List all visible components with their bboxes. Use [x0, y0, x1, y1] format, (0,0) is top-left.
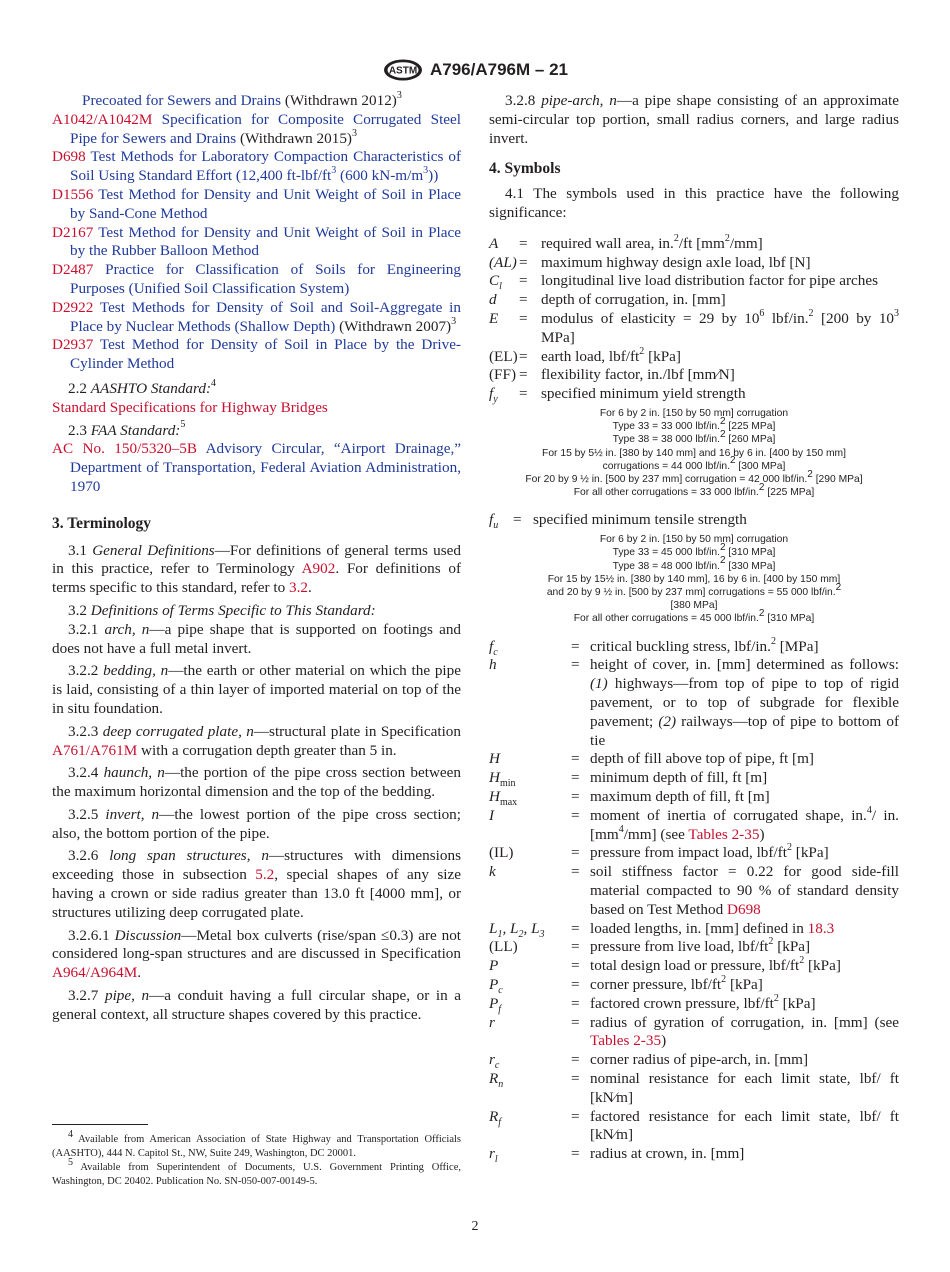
- cross-reference-link[interactable]: A902: [301, 560, 336, 578]
- symbol-row: $L_1$, $L_2$, $L_3$ = loaded lengths, in. [mm] defined in 18.3: [489, 919, 835, 940]
- reference-item: [52, 186, 461, 224]
- section-2-2: 2.2 AASHTO Standard:$^4$: [68, 377, 217, 397]
- reference-link[interactable]: Standard Specifications for Highway Bridges: [52, 398, 328, 416]
- symbol-row: d = depth of corrugation, in. [mm]: [489, 291, 726, 309]
- symbol-row: E = modulus of elasticity = 29 by $10^6$ lbf/in.$^2$ [200 by $10^3$ MPa]: [489, 307, 900, 346]
- footnote-4: $^4$ Available from American Association of State Highway and Transportation Officials (AASHTO), 444 N. Capitol St., NW, Suite 249, Washington, DC 20001.: [52, 1128, 461, 1159]
- reference-link[interactable]: Test Method for Density of Soil in Place by the Drive-Cylinder Method: [70, 336, 461, 373]
- section-2-3: 2.3 FAA Standard:$^5$: [68, 419, 186, 439]
- paragraph-3-2-3: 3.2.3 deep corrugated plate, n—structural plate in Specification A761/A761M with a corrugation depth greater than 5 in.: [52, 722, 461, 759]
- paragraph-3-1: 3.1 General Definitions—For definitions of general terms used in this practice, refer to Terminology A902. For definitions of terms specific to this standard, refer to 3.2.: [52, 541, 462, 597]
- paragraph-3-2-6-1: 3.2.6.1 Discussion—Metal box culverts (rise/span ≤0.3) are not considered long-span structures and are discussed in Specification A964/A964M.: [52, 926, 462, 982]
- symbol-row: r = radius of gyration of corrugation, in. [mm] (see Tables 2-35): [489, 1013, 899, 1050]
- symbol-row: $P_f$ = factored crown pressure, lbf/$ft^2$ [kPa]: [489, 992, 816, 1015]
- footnote-5: $^5$ Available from Superintendent of Documents, U.S. Government Printing Office, Washington, DC 20402. Publication No. SN-050-007-00149-5.: [52, 1156, 461, 1187]
- reference-code-link[interactable]: D2922: [52, 298, 94, 316]
- reference-item: Precoated for Sewers and Drains (Withdrawn 2012)$^3$: [82, 89, 402, 109]
- cross-reference-link[interactable]: A761/A761M: [52, 741, 138, 759]
- symbol-row: $f_u$ = specified minimum tensile strength: [489, 511, 747, 532]
- symbol-row: $H_{min}$ = minimum depth of fill, ft [m]: [489, 769, 768, 790]
- tensile-strength-note: For 6 by 2 in. [150 by 50 mm] corrugation Type 33 = 45 000 lbf/in.$^2$ [310 MPa] Type 38 = 48 000 lbf/in.$^2$ [330 MPa] For 15 by 15½ in. [380 by 140 mm], 16 by 6 in. [400 by 150 mm] and 20 by 9 ½ in. [500 by 237 mm] corrugations = 55 000 lbf/in.$^2$ [380 MPa] For all other corrugations = 45 000 lbf/in.$^2$ [310 MPa]: [546, 534, 842, 625]
- symbol-row: $f_c$ = critical buckling stress, lbf/in.$^2$ [MPa]: [489, 635, 819, 658]
- cross-reference-link[interactable]: 3.2: [289, 579, 308, 597]
- cross-reference-link[interactable]: Tables 2-35: [688, 825, 760, 843]
- reference-item: [52, 261, 461, 299]
- yield-strength-note: For 6 by 2 in. [150 by 50 mm] corrugation Type 33 = 33 000 lbf/in.$^2$ [225 MPa] Type 38 = 38 000 lbf/in.$^2$ [260 MPa] For 15 by 5½ in. [380 by 140 mm] and 16 by 6 in. [400 by 150 mm] corrugations = 44 000 lbf/in.$^2$ [300 MPa] For 20 by 9 ½ in. [500 by 237 mm] corrugation = 42 000 lbf/in.$^2$ [290 MPa] For all other corrugations = 33 000 lbf/in.$^2$ [225 MPa]: [525, 407, 863, 499]
- section-heading-terminology: 3. Terminology: [52, 514, 152, 532]
- symbol-row: $f_y$ = specified minimum yield strength: [489, 385, 746, 406]
- reference-link[interactable]: Practice for Classification of Soils for Engineering Purposes (Unified Soil Classification System): [70, 261, 461, 297]
- symbol-row: (AL) = maximum highway design axle load, lbf [N]: [489, 253, 811, 271]
- symbol-row: $P_c$ = corner pressure, lbf/$ft^2$ [kPa]: [489, 973, 763, 996]
- paragraph-3-2-1: 3.2.1 arch, n—a pipe shape that is supported on footings and does not have a full metal invert.: [52, 620, 462, 657]
- footnotes: [52, 1128, 461, 1189]
- footnote-divider: [52, 1124, 148, 1125]
- reference-code-link[interactable]: D698: [52, 148, 86, 166]
- symbol-row: (FF) = flexibility factor, in./lbf [mm⁄N]: [489, 366, 735, 384]
- reference-link[interactable]: Specification for Composite Corrugated Steel Pipe for Sewers and Drains: [70, 110, 461, 147]
- symbol-row: H = depth of fill above top of pipe, ft [m]: [489, 750, 814, 768]
- cross-reference-link[interactable]: 5.2: [255, 866, 275, 884]
- reference-code-link[interactable]: D2167: [52, 223, 94, 241]
- paragraph-3-2-8: 3.2.8 pipe-arch, n—a pipe shape consisting of an approximate semi-circular top portion, small radius corners, and large radius invert.: [489, 92, 899, 147]
- reference-link[interactable]: Test Methods for Laboratory Compaction Characteristics of Soil Using Standard Effort (12,400 $ft-lbf/ft^3$ (600 $kN-m/m^3$)): [70, 148, 461, 185]
- page-number: 2: [471, 1219, 479, 1234]
- reference-item: [52, 336, 461, 374]
- paragraph-4-1: 4.1 The symbols used in this practice have the following significance:: [489, 185, 899, 221]
- paragraph-3-2-5: 3.2.5 invert, n—the lowest portion of the pipe cross section; also, the bottom portion of the pipe.: [52, 805, 461, 842]
- paragraph-3-2-4: 3.2.4 haunch, n—the portion of the pipe cross section between the maximum horizontal dimension and the top of the bedding.: [52, 764, 462, 801]
- reference-item: D2922 Test Methods for Density of Soil and Soil-Aggregate in Place by Nuclear Methods (Shallow Depth) (Withdrawn 2007)$^3$: [52, 298, 461, 335]
- cross-reference-link[interactable]: A964/A964M: [52, 964, 138, 982]
- reference-link[interactable]: Advisory Circular, “Airport Drainage,” Department of Transportation, Federal Aviation Administration, 1970: [70, 440, 461, 495]
- right-column: [489, 92, 899, 1164]
- reference-link[interactable]: Test Method for Density and Unit Weight of Soil in Place by Sand-Cone Method: [70, 185, 461, 222]
- symbol-row: (IL) = pressure from impact load, lbf/$ft^2$ [kPa]: [489, 842, 829, 862]
- reference-link[interactable]: Test Methods for Density of Soil and Soil-Aggregate in Place by Nuclear Methods (Shallow Depth): [70, 298, 461, 335]
- reference-item: [52, 224, 461, 262]
- paragraph-3-2: 3.2 Definitions of Terms Specific to This Standard:: [68, 601, 376, 619]
- document-title: A796/A796M – 21: [430, 60, 568, 79]
- symbol-row: $R_f$ = factored resistance for each limit state, lbf/ ft [kN⁄m]: [489, 1107, 899, 1144]
- section-heading-symbols: 4. Symbols: [489, 160, 561, 178]
- paragraph-3-2-6: 3.2.6 long span structures, n—structures with dimensions exceeding those in subsection 5.2, special shapes of any size having a crown or side radius greater than 13.0 ft [4000 mm], or structures utilizing deep corrugated plate.: [52, 847, 461, 921]
- reference-code-link[interactable]: D2487: [52, 261, 94, 279]
- reference-code-link[interactable]: AC No. 150/5320–5B: [52, 440, 197, 458]
- symbol-row: $C_l$ = longitudinal live load distribution factor for pipe arches: [489, 272, 878, 293]
- paragraph-3-2-2: 3.2.2 bedding, n—the earth or other material on which the pipe is laid, consisting of a thin layer of imported material on top of the in situ foundation.: [52, 662, 461, 717]
- left-column: [52, 89, 462, 1025]
- symbol-row: P = total design load or pressure, lbf/$ft^2$ [kPa]: [489, 955, 841, 975]
- svg-text:ASTM: ASTM: [388, 65, 418, 77]
- paragraph-3-2-7: 3.2.7 pipe, n—a conduit having a full circular shape, or in a general context, all structure shapes covered by this practice.: [52, 987, 462, 1023]
- reference-link[interactable]: Precoated for Sewers and Drains: [82, 92, 282, 109]
- symbol-row: h = height of cover, in. [mm] determined as follows: (1) highways—from top of pipe to top of rigid pavement, or to top of subgrade for flexible pavement; (2) railways—top of pipe to bottom of tie: [489, 656, 899, 749]
- reference-item: A1042/A1042M Specification for Composite Corrugated Steel Pipe for Sewers and Drains (Withdrawn 2015)$^3$: [52, 110, 461, 147]
- reference-code-link[interactable]: D1556: [52, 185, 94, 203]
- reference-link[interactable]: Test Method for Density and Unit Weight of Soil in Place by the Rubber Balloon Method: [70, 223, 461, 260]
- reference-code-link[interactable]: A1042/A1042M: [52, 110, 153, 128]
- page-header: [0, 57, 950, 83]
- cross-reference-link[interactable]: D698: [727, 900, 761, 918]
- symbol-row: $r_c$ = corner radius of pipe-arch, in. [mm]: [489, 1051, 809, 1072]
- symbol-row: $R_n$ = nominal resistance for each limit state, lbf/ ft [kN⁄m]: [489, 1069, 899, 1106]
- symbol-row: k = soil stiffness factor = 0.22 for good side-fill material compacted to 90 % of standard density based on Test Method D698: [489, 863, 899, 918]
- astm-logo-icon: [382, 58, 424, 82]
- symbol-row: $H_{max}$ = maximum depth of fill, ft [m]: [489, 787, 770, 808]
- reference-item: [52, 440, 461, 496]
- reference-item: [52, 148, 461, 186]
- cross-reference-link[interactable]: Tables 2-35: [590, 1032, 662, 1050]
- symbol-row: (LL) = pressure from live load, lbf/$ft^2$ [kPa]: [489, 936, 811, 956]
- symbol-row: (EL) = earth load, lbf/$ft^2$ [kPa]: [489, 345, 681, 365]
- reference-code-link[interactable]: D2937: [52, 336, 94, 354]
- symbol-row: $r_l$ = radius at crown, in. [mm]: [489, 1145, 745, 1166]
- symbol-row: I = moment of inertia of corrugated shape, in.$^4$/ in. $[mm^4/mm]$ (see Tables 2-35): [489, 804, 899, 843]
- reference-item: [52, 399, 461, 418]
- symbol-row: A = required wall area, in.$^2$/ft $[mm^2/mm]$: [489, 232, 763, 252]
- cross-reference-link[interactable]: 18.3: [807, 919, 835, 937]
